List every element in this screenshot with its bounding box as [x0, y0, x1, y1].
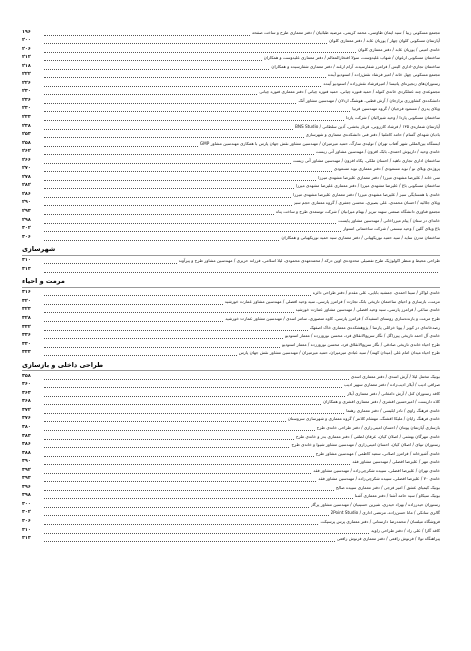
- toc-entry[interactable]: [22, 432, 440, 441]
- entry-title: طرح احیاء خانه‌ی تاریخی صادقی / نگار سریع‌الانقلاق فرد، محسن نوروززده / معمار استودیو: [281, 341, 440, 347]
- toc-entry[interactable]: [22, 190, 440, 199]
- toc-entry[interactable]: [22, 289, 440, 298]
- page-number: ۳۹۰: [22, 459, 31, 465]
- page-number: ۳۶۴: [22, 390, 31, 396]
- page-number: ۳۳۲: [22, 324, 31, 330]
- dot-leader: [44, 382, 342, 388]
- entry-title: رستوران حیدرزاده / بهزاد حیدری، شیرین حسینیان / مهندسین مشاور پرگار: [310, 501, 440, 507]
- page-number: ۳۱۶: [22, 290, 31, 296]
- entry-title: رستوران تیپای / اصلان کیان، احسان امینی‌زاری / مهندسین مشاور شیوا و خانه‌ی طرح: [291, 442, 440, 448]
- dot-leader: [44, 316, 223, 322]
- page-number: ۳۲۴: [22, 307, 31, 313]
- page-number: ۲۵۸: [22, 140, 31, 146]
- page-number: ۳۲۸: [22, 315, 31, 321]
- page-number: ۲۸۶: [22, 191, 31, 197]
- toc-entry[interactable]: [22, 165, 440, 174]
- entry-title: دانشکده‌ی کشاورزی برازجان / آرش قطبی، هوشنگ اردلان / مهندسین مشاور آتک: [298, 97, 440, 103]
- page-number: ۲۶۲: [22, 149, 31, 155]
- toc-entry[interactable]: [22, 509, 440, 518]
- dot-leader: [44, 149, 314, 155]
- entry-title: خانه‌ی فرهنگ راوی / نادر ابلیسی / دفتر معماری رهنما: [346, 407, 440, 413]
- dot-leader: [44, 459, 350, 465]
- page-number: ۳۷۶: [22, 416, 31, 422]
- dot-leader: [44, 192, 291, 198]
- dot-leader: [44, 81, 321, 87]
- page-number: ۴۰۲: [22, 510, 31, 516]
- toc-entry[interactable]: [22, 233, 440, 242]
- entry-title: طراحی محیط و منظر اکولوژیک طرح تفصیلی محدوده‌ی اوین درکه / محمدمهدی محمودی، لیلا اسلامی، فرزانه حریری / مهندسین مشاور طرح و پیرآوند: [178, 258, 440, 264]
- dot-leader: [44, 55, 262, 61]
- page-number: ۳۹۲: [22, 467, 31, 473]
- page-number: ۲۷۰: [22, 166, 31, 172]
- dot-leader: [44, 442, 289, 448]
- page-number: ۲۴۸: [22, 123, 31, 129]
- page-number: ۲۰۶: [22, 46, 31, 52]
- dot-leader: [44, 132, 304, 138]
- toc-entry[interactable]: [22, 257, 440, 266]
- entry-title: مجتمع فناوری دانشگاه صنعتی سهند تبریز / بهنام میرانیان / شرکت توسعه‌ی طرح و ساخت پناه: [276, 209, 440, 215]
- entry-title: مرمت، بازسازی و احیای ساختمان تاریخی بانک تجارت / فرامرز پارسی، سید وحید افضلی / مهندسین مشاور عمارت خورشید: [224, 298, 440, 304]
- page-number: ۲۲۶: [22, 80, 31, 86]
- toc-entry[interactable]: [22, 398, 440, 407]
- entry-title: ایستگاه بین‌المللی شهر آفتاب تهران / تولیدی سارگ، حمید میرمیران / مهندسین مشاور نقش جهان پارس با همکاری مهندسین مشاور GMP: [199, 140, 440, 146]
- page-number: ۳۵۸: [22, 373, 31, 379]
- entry-title: خانه‌ی آل احمد تاریخی پیرزاگل / نگار سریع‌الانقلاق فرد، محسن نوروززده / معمار استودیو: [285, 333, 440, 339]
- entry-title: باغ ویلای گلین / وحید تبسمی / شرکت ساختمانی استوار: [343, 226, 440, 232]
- dot-leader: [44, 267, 438, 273]
- entry-title: ساختمان مسکونی باغ / علیرضا مشهدی میرزا / دفتر معماری علیرضا مشهدی میرزا: [295, 183, 440, 189]
- toc-entry[interactable]: [22, 28, 440, 37]
- dot-leader: [44, 106, 350, 112]
- entry-title: خانه‌ی مهر / علیرضا افضلی / مهندسین مشاور فقد: [352, 459, 440, 465]
- page-number: ۴۰۶: [22, 518, 31, 524]
- page-number: ۳۸۴: [22, 433, 31, 439]
- toc-entry[interactable]: [22, 113, 440, 122]
- toc-entry[interactable]: [22, 173, 440, 182]
- entry-title: بوتیک سیکاو / سید حامد آشنا / دفتر معماری آشنا: [354, 493, 440, 499]
- toc-entry[interactable]: [22, 139, 440, 148]
- dot-leader: [44, 158, 291, 164]
- dot-leader: [44, 350, 237, 356]
- entry-title: سی خانه / علیرضا مشهدی میرزا / دفتر معماری علیرضا مشهدی میرزا: [318, 174, 440, 180]
- page-number: ۲۷۸: [22, 174, 31, 180]
- dot-leader: [44, 124, 293, 130]
- toc-entry[interactable]: [22, 441, 440, 450]
- entry-title: گالری سانکی / مانا حسن‌زاده، مرتضی اداری / 2Point Studio: [330, 510, 440, 516]
- page-number: ۲۹۴: [22, 209, 31, 215]
- page-number: ۳۷۲: [22, 407, 31, 413]
- entry-title: بوتیک کیمیای عشق / امیر فرجی / دفتر معماری سپیده صالح: [335, 484, 440, 490]
- entry-title: خانه‌ی آشپزخانه / فرامرز اصلانی، سعید کاظمی / مهندسین مشاور طرح: [315, 450, 440, 456]
- dot-leader: [44, 141, 198, 147]
- toc-entry[interactable]: [22, 105, 440, 114]
- entry-title: خانه‌ی ساعی / فرامرز پارسی، سید وحید افضلی / مهندسین مشاور عمارت خورشید: [295, 307, 440, 313]
- page-number: ۳۰۲: [22, 226, 31, 232]
- toc-entry[interactable]: [22, 323, 440, 332]
- toc-entry[interactable]: [22, 517, 440, 526]
- page-number: ۴۱۰: [22, 527, 31, 533]
- page-number: ۲۲۲: [22, 72, 31, 78]
- toc-entry[interactable]: [22, 475, 440, 484]
- toc-entry[interactable]: [22, 265, 440, 274]
- entry-title: ساختمان تجاری-اداری الیس / فرامرز شفارسیده، آرام ارغند / دفتر معماری شفارسیده و همکاران: [271, 63, 440, 69]
- dot-leader: [44, 30, 250, 36]
- dot-leader: [44, 536, 335, 542]
- page-number: ۳۹۶: [22, 484, 31, 490]
- toc-entry[interactable]: [22, 79, 440, 88]
- toc-entry[interactable]: [22, 54, 440, 63]
- toc-entry[interactable]: [22, 500, 440, 509]
- page-number: ۳۱۰: [22, 258, 31, 264]
- entry-title: مجتمع مسکونی زیبا / سید ایمان طاوسی، محمد کریمی، مرضیه طبائیان / دفتر معماری طرح و ساخت صفحه: [252, 29, 440, 35]
- dot-leader: [44, 235, 279, 241]
- entry-title: ساختمان مدرن ساید / سید حمید نوریکهیانی / دفتر معماری سید حمید نوریکهیانی و همکاران: [281, 234, 440, 240]
- entry-title: بادبان شهدای گمنام / حامد کاملنیا / دفتر فنی دانشکده‌ی معماری و شهرسازی: [305, 132, 440, 138]
- dot-leader: [44, 307, 294, 313]
- entry-title: پیراهنگاه تولا / فرنوش رافعی / دفتر معماری فرنوش رافعی: [336, 536, 440, 542]
- toc-entry[interactable]: [22, 182, 440, 191]
- dot-leader: [44, 299, 223, 305]
- page-number: ۳۴۴: [22, 350, 31, 356]
- page-number: ۳۳۶: [22, 333, 31, 339]
- toc-entry[interactable]: [22, 535, 440, 544]
- dot-leader: [44, 38, 327, 44]
- entry-title: خانه‌ی امینی / پوریان عابد / دفتر معماری کلوان: [358, 46, 440, 52]
- page-number: ۳۸۶: [22, 442, 31, 448]
- entry-title: ویلای پدری / مسعود فرجیان / گروه مهندسین فرنیا: [352, 106, 440, 112]
- entry-title: مجتمع مسکونی چهل خانه / امیر فرشاد نقش‌زاده / استودیو آینده: [327, 72, 440, 78]
- toc-entry[interactable]: [22, 156, 440, 165]
- entry-title: خانه‌ی لواکر / سینا احمدی، جمشید بابایی، علی مقدم / دفتر طراحی دائره: [312, 290, 440, 296]
- page-number: ۳۰۶: [22, 234, 31, 240]
- section-heading: طراحی داخلی و بازسازی: [22, 359, 440, 371]
- entry-title: صرافی ادیب / آیلار ادیب‌زاده / دفتر معماری سهیر ادیب: [343, 382, 440, 388]
- page-number: ۳۸۰: [22, 424, 31, 430]
- dot-leader: [44, 98, 296, 104]
- toc-entry[interactable]: [22, 423, 440, 432]
- toc-entry[interactable]: [22, 466, 440, 475]
- toc-entry[interactable]: [22, 131, 440, 140]
- page-number: ۲۱۸: [22, 63, 31, 69]
- entry-title: آپارتمان مسکونی کلوان چهار / پوریان عابد / دفتر معماری کلوان: [329, 38, 440, 44]
- toc-entry[interactable]: [22, 372, 440, 381]
- toc-entry[interactable]: [22, 458, 440, 467]
- toc-entry[interactable]: [22, 297, 440, 306]
- dot-leader: [44, 493, 353, 499]
- entry-title: کافه گارا / علی راد / دفتر طراحی زاویه: [371, 527, 440, 533]
- dot-leader: [44, 485, 334, 491]
- toc-entry[interactable]: [22, 207, 440, 216]
- page-number: ۲۹۸: [22, 217, 31, 223]
- page-number: ۲۴۰: [22, 106, 31, 112]
- entry-title: طرح احیاء میدان امام علی (میدان کهنه) / سید عبادی میرمیران، حمید میرمیران / مهندسین مشاور نقش جهان پارس: [238, 350, 440, 356]
- entry-title: خانه‌ی ۷۰ / علیرضا افضلی، سپیده شکرچی‌زاده / مهندسین مشاور فقد: [318, 476, 440, 482]
- page-number: ۳۸۸: [22, 450, 31, 456]
- entry-title: خانه‌ای در ستان / پیام میرزاخانی / مهندسین مشاور پایست: [338, 217, 440, 223]
- toc-entry[interactable]: [22, 225, 440, 234]
- entry-title: کلاه داریست / امیرحسین افشری / دفتر معماری افشری و همکاران: [323, 399, 440, 405]
- toc-entry[interactable]: [22, 88, 440, 97]
- dot-leader: [44, 333, 283, 339]
- toc-entry[interactable]: [22, 415, 440, 424]
- entry-title: مجموعه‌ی چند عملکردی خانه‌ی کتوله / حمید فتوره چیانی، حمید فتوره چیانی / دفتر معماری فتوره چیانی: [259, 89, 440, 95]
- entry-title: خانه‌ی وحید / داریوش احمدی، بابک افزون / مهندسین مشاور آتی زیست: [315, 149, 440, 155]
- section-heading: شهرسازی: [22, 244, 440, 256]
- page-number: ۱۹۶: [22, 29, 31, 35]
- page-number: ۲۳۰: [22, 89, 31, 95]
- page-number: ۲۸۲: [22, 183, 31, 189]
- toc-entry[interactable]: [22, 45, 440, 54]
- page-number: ۲۴۴: [22, 115, 31, 121]
- entry-title: ویلای جلالیه / احسان محمدی، علی بصیری، محسن جعفری / گروه معماری حجم سبز: [293, 200, 440, 206]
- dot-leader: [44, 391, 345, 397]
- dot-leader: [44, 218, 336, 224]
- dot-leader: [44, 72, 326, 78]
- dot-leader: [44, 502, 309, 508]
- page-number: ۳۹۸: [22, 493, 31, 499]
- entry-title: فروشگاه میلسان / محمدرضا دارستانی / دفتر معماری پرس پرسپکت: [320, 518, 440, 524]
- dot-leader: [44, 200, 292, 206]
- page-number: ۳۴۰: [22, 341, 31, 347]
- entry-title: ساختمان مسکونی پاردا / وحید شیرالیان / شرکت پاردا: [345, 115, 440, 121]
- toc-entry[interactable]: [22, 306, 440, 315]
- dot-leader: [44, 342, 280, 348]
- page-number: ۲۱۲: [22, 55, 31, 61]
- toc-entry[interactable]: [22, 349, 440, 358]
- toc-entry[interactable]: [22, 449, 440, 458]
- entry-title: خانه‌ی مهرگان بهشتی / اصلان کیان، عرفان لطفی / دفتر معماری بدر و خانه‌ی طرح: [295, 433, 440, 439]
- dot-leader: [44, 325, 308, 331]
- toc-entry[interactable]: [22, 216, 440, 225]
- page-number: ۴۰۰: [22, 501, 31, 507]
- toc-entry[interactable]: [22, 96, 440, 105]
- toc-entry[interactable]: [22, 314, 440, 323]
- dot-leader: [44, 64, 269, 70]
- toc-entry[interactable]: [22, 483, 440, 492]
- page-number: ۲۵۴: [22, 132, 31, 138]
- dot-leader: [44, 476, 316, 482]
- entry-title: ساختمان مسکونی ارغوان / شهاب علیدوست، سولا افتخارالمعالم / دفتر معماری علیدوست و همکاران: [263, 55, 440, 61]
- dot-leader: [44, 451, 314, 457]
- dot-leader: [44, 399, 321, 405]
- entry-title: آپارتمان شماره‌ی ۱۳۵ / فرشاد کازرونی، فرناز بخشی، آذین سلطانی / BNS Studio: [294, 123, 440, 129]
- dot-leader: [44, 115, 344, 121]
- page-number: ۲۰۰: [22, 38, 31, 44]
- entry-title: ساختمان اداری تجاری ناهید / احسان ملکی، پکاه افزون / مهندسین مشاور آتی زیست: [292, 157, 440, 163]
- dot-leader: [44, 226, 341, 232]
- entry-title: پروژه‌ی ویلای نو / نوید مسعودی / دفتر معماری نوید مسعودی: [333, 166, 440, 172]
- table-of-contents: [22, 28, 440, 543]
- dot-leader: [44, 510, 329, 516]
- dot-leader: [44, 258, 177, 264]
- entry-title: بوتیک مخمل لیلا / آرش اسدی / دفتر معماری اسدی: [350, 373, 440, 379]
- dot-leader: [44, 47, 356, 53]
- page-number: ۳۱۴: [22, 266, 31, 272]
- toc-entry[interactable]: [22, 340, 440, 349]
- page-number: ۲۹۰: [22, 200, 31, 206]
- dot-leader: [44, 209, 274, 215]
- page-number: ۳۲۰: [22, 298, 31, 304]
- entry-title: خانه‌ی فرهنگ رایان / ملیکا افشنگ، مهشام کلانتر / گروه معماری و شهرسازی سروستان: [287, 416, 440, 422]
- toc-entry[interactable]: [22, 37, 440, 46]
- dot-leader: [44, 166, 332, 172]
- dot-leader: [44, 519, 318, 525]
- page-number: ۳۶۸: [22, 399, 31, 405]
- page-number: ۲۳۶: [22, 97, 31, 103]
- entry-title: طرح مرمت و بازنده‌سازی روستای اسفیدک / فرامرز پارسی، کاوه منصوری، سامر اسدی / مهندسین مشاور عمارت خورشید: [225, 315, 440, 321]
- entry-title: خانه‌ی با همسایگی سبز / علیرضا مشهدی میرزا / دفتر معماری علیرضا مشهدی میرزا: [293, 191, 440, 197]
- toc-entry[interactable]: [22, 122, 440, 131]
- page-number: ۲۶۶: [22, 157, 31, 163]
- dot-leader: [44, 416, 286, 422]
- toc-entry[interactable]: [22, 71, 440, 80]
- toc-entry[interactable]: [22, 526, 440, 535]
- dot-leader: [44, 89, 257, 95]
- dot-leader: [44, 425, 315, 431]
- toc-entry[interactable]: [22, 62, 440, 71]
- toc-entry[interactable]: [22, 381, 440, 390]
- entry-title: خانه‌ی تهران / علیرضا افضلی، سپیده شکرچی‌زاده / مهندسین مشاور فقد: [313, 467, 440, 473]
- toc-entry[interactable]: [22, 406, 440, 415]
- toc-entry[interactable]: [22, 492, 440, 501]
- dot-leader: [44, 528, 369, 534]
- dot-leader: [44, 374, 349, 380]
- toc-entry[interactable]: [22, 148, 440, 157]
- dot-leader: [44, 468, 311, 474]
- dot-leader: [44, 175, 316, 181]
- dot-leader: [44, 290, 311, 296]
- page-number: ۴۱۴: [22, 536, 31, 542]
- toc-entry[interactable]: [22, 199, 440, 208]
- toc-entry[interactable]: [22, 389, 440, 398]
- page-number: ۳۶۰: [22, 382, 31, 388]
- page-number: ۳۹۴: [22, 476, 31, 482]
- toc-entry[interactable]: [22, 332, 440, 341]
- entry-title: بازسازی آپارتمان پونتان / احسان امینی‌زاری / دفتر طراحی خانه‌ی طرح: [316, 424, 440, 430]
- entry-title: رستوران‌های زنجیره‌ای پاتیسا / امیرفرشاد نقش‌زاده / استودیو آینده: [323, 80, 440, 86]
- dot-leader: [44, 408, 344, 414]
- dot-leader: [44, 434, 294, 440]
- entry-title: رصدخانه‌ای در کویر / پویا خزائلی پارسا / پژوهشکده‌ی معماری خاک اصفهک: [309, 324, 440, 330]
- dot-leader: [44, 183, 294, 189]
- section-heading: مرمت و احیاء: [22, 276, 440, 288]
- entry-title: کافه رستوران کتل / آرش دامغانی / دفتر معماری آیلار: [346, 390, 440, 396]
